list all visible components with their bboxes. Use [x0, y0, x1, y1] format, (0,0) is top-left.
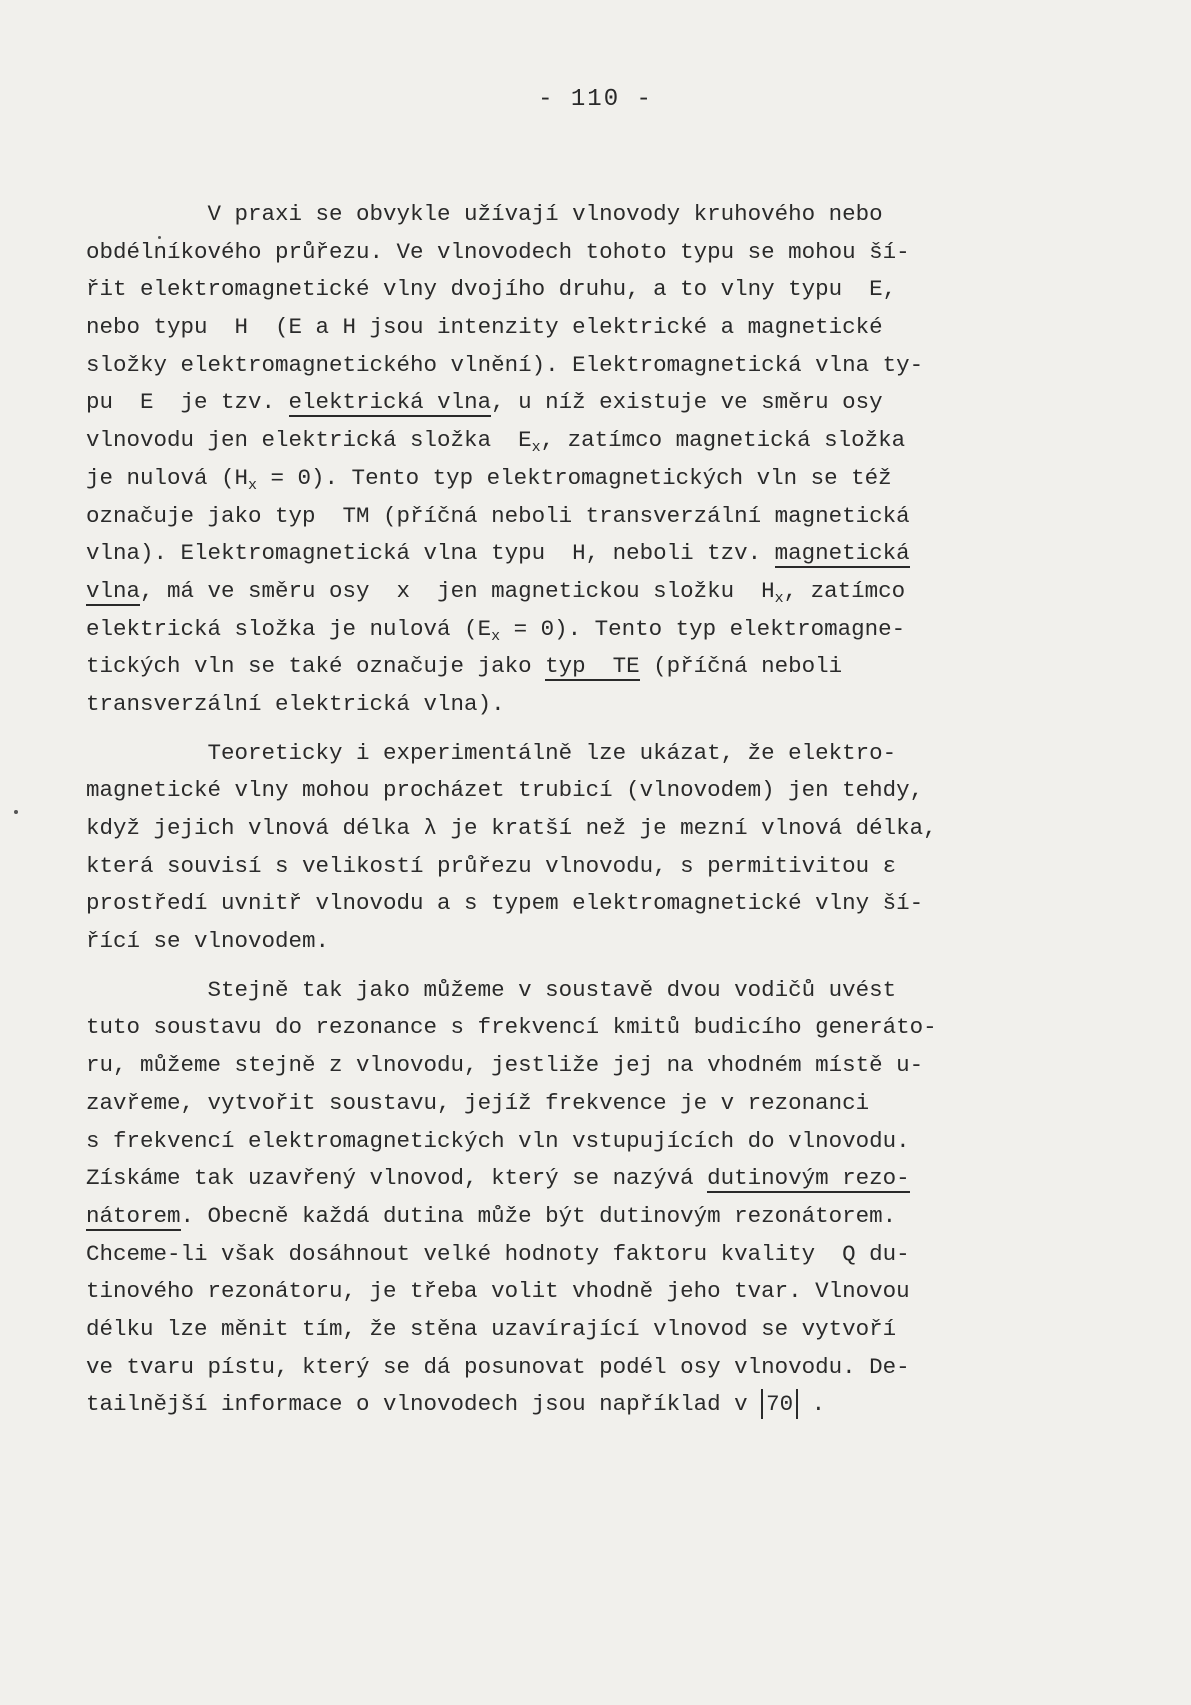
text-line: nebo typu H (E a H jsou intenzity elektrické a magnetické	[86, 314, 883, 341]
text-line: řit elektromagnetické vlny dvojího druhu, a to vlny typu E,	[86, 276, 897, 303]
text-line: délku lze měnit tím, že stěna uzavírající vlnovod se vytvoří	[86, 1315, 897, 1342]
underlined-term: elektrická vlna	[288, 389, 492, 416]
citation-reference: 70	[761, 1389, 798, 1419]
text-line: s frekvencí elektromagnetických vln vstupujících do vlnovodu.	[86, 1127, 910, 1154]
text-line: magnetické vlny mohou procházet trubicí (vlnovodem) jen tehdy,	[86, 777, 924, 804]
text-run: = 0). Tento typ elektromagnetických vln se též	[257, 464, 892, 491]
text-line: zavřeme, vytvořit soustavu, jejíž frekvence je v rezonanci	[86, 1089, 870, 1116]
text-run: , zatímco	[783, 577, 906, 604]
text-run: elektrická složka je nulová (E	[86, 615, 492, 642]
text-run: = 0). Tento typ elektromagne-	[500, 615, 906, 642]
underlined-term: typ TE	[545, 653, 640, 680]
text-run: , u níž existuje ve směru osy	[491, 389, 883, 416]
text-run: , zatímco magnetická složka	[540, 427, 906, 454]
text-line: Stejně tak jako můžeme v soustavě dvou vodičů uvést	[86, 976, 897, 1003]
text-line	[86, 535, 1086, 573]
text-line: Chceme-li však dosáhnout velké hodnoty faktoru kvality Q du-	[86, 1240, 910, 1267]
underlined-term: dutinovým rezo-	[707, 1165, 910, 1192]
text-line: tuto soustavu do rezonance s frekvencí kmitů budicího generáto-	[86, 1014, 937, 1041]
text-line	[86, 1160, 1086, 1198]
text-run: pu E je tzv.	[86, 389, 289, 416]
text-line: která souvisí s velikostí průřezu vlnovodu, s permitivitou ε	[86, 852, 897, 879]
text-line: Teoreticky i experimentálně lze ukázat, že elektro-	[86, 739, 897, 766]
paragraph-3	[86, 972, 1086, 1424]
underlined-term: magnetická	[774, 540, 910, 567]
text-run: vlnovodu jen elektrická složka E	[86, 427, 532, 454]
text-run: tailnější informace o vlnovodech jsou například v	[86, 1391, 762, 1418]
text-run: vlna). Elektromagnetická vlna typu H, neboli tzv.	[86, 540, 775, 567]
underlined-term: nátorem	[86, 1202, 181, 1229]
text-run: , má ve směru osy x jen magnetickou složku H	[140, 577, 775, 604]
text-run: (příčná neboli	[639, 653, 843, 680]
text-line: označuje jako typ TM (příčná neboli transverzální magnetická	[86, 502, 910, 529]
text-line: když jejich vlnová délka λ je kratší než je mezní vlnová délka,	[86, 815, 937, 841]
text-line	[86, 648, 1086, 686]
subscript: x	[531, 439, 541, 457]
text-line: prostředí uvnitř vlnovodu a s typem elektromagnetické vlny ší-	[86, 890, 924, 917]
text-run: tických vln se také označuje jako	[86, 653, 546, 680]
underlined-term: vlna	[86, 577, 141, 604]
text-run: je nulová (H	[86, 464, 249, 491]
text-line: řící se vlnovodem.	[86, 928, 330, 955]
text-line: tinového rezonátoru, je třeba volit vhodně jeho tvar. Vlnovou	[86, 1278, 910, 1305]
text-line: složky elektromagnetického vlnění). Elektromagnetická vlna ty-	[86, 351, 924, 378]
text-line	[86, 384, 1086, 422]
text-line: obdélníkového průřezu. Ve vlnovodech tohoto typu se mohou ší-	[86, 238, 910, 265]
text-line	[86, 460, 1086, 498]
paragraph-1	[86, 196, 1086, 724]
text-run: Získáme tak uzavřený vlnovod, který se nazývá	[86, 1165, 708, 1192]
text-run: . Obecně každá dutina může být dutinovým rezonátorem.	[180, 1202, 897, 1229]
paper-speck	[14, 810, 18, 814]
paragraph-2	[86, 735, 1086, 961]
subscript: x	[491, 627, 501, 645]
text-line: V praxi se obvykle užívají vlnovody kruhového nebo	[86, 201, 883, 227]
text-line: ru, můžeme stejně z vlnovodu, jestliže jej na vhodném místě u-	[86, 1052, 924, 1079]
text-line	[86, 1386, 1086, 1424]
subscript: x	[774, 589, 784, 607]
document-body	[86, 196, 1086, 1424]
text-run: .	[798, 1391, 826, 1418]
text-line	[86, 1198, 1086, 1236]
text-line: transverzální elektrická vlna).	[86, 690, 505, 717]
text-line: ve tvaru pístu, který se dá posunovat podél osy vlnovodu. De-	[86, 1353, 910, 1380]
text-line	[86, 573, 1086, 611]
paper-speck	[158, 236, 161, 239]
text-line	[86, 611, 1086, 649]
subscript: x	[248, 476, 258, 494]
page-number: - 110 -	[538, 86, 653, 113]
text-line	[86, 422, 1086, 460]
